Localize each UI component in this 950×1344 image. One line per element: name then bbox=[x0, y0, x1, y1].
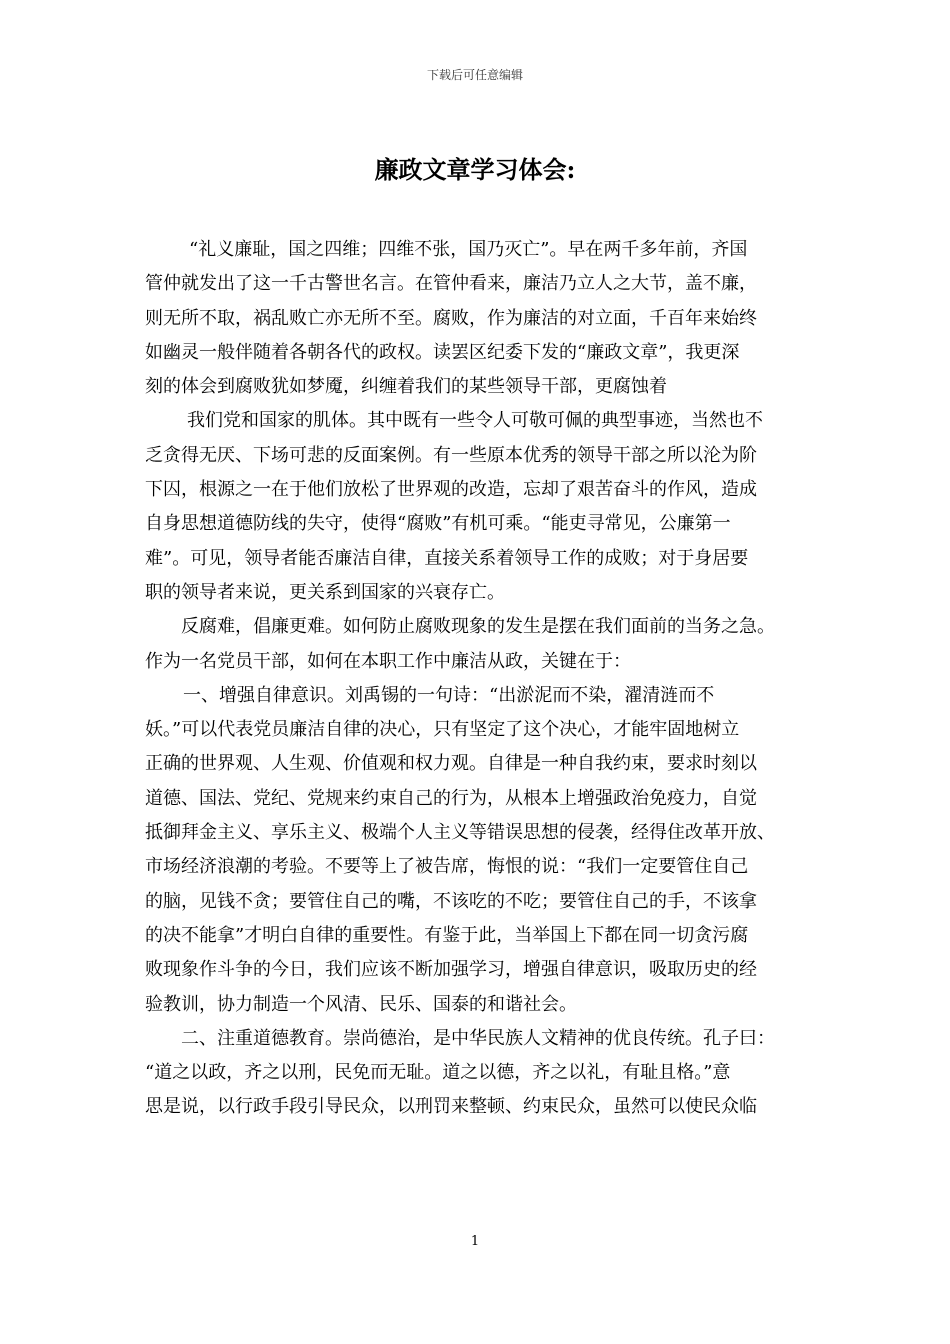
text-line: 下囚，根源之一在于他们放松了世界观的改造，忘却了艰苦奋斗的作风，造成 bbox=[145, 479, 757, 501]
text-line: 管仲就发出了这一千古警世名言。在管仲看来，廉洁乃立人之大节，盖不廉， bbox=[145, 273, 757, 295]
text-line: 自身思想道德防线的失守，使得“腐败”有机可乘。“能吏寻常见，公廉第一 bbox=[145, 513, 731, 535]
text-line: 败现象作斗争的今日，我们应该不断加强学习，增强自律意识，吸取历史的经 bbox=[145, 959, 757, 981]
text-line: 市场经济浪潮的考验。不要等上了被告席，悔恨的说：“我们一定要管住自己 bbox=[145, 856, 749, 878]
document-body bbox=[145, 233, 810, 1125]
header-note: 下载后可任意编辑 bbox=[426, 68, 523, 82]
text-line: 如幽灵一般伴随着各朝各代的政权。读罢区纪委下发的“廉政文章”，我更深 bbox=[145, 341, 740, 363]
text-line: 一、增强自律意识。刘禹锡的一句诗：“出淤泥而不染，濯清涟而不 bbox=[183, 684, 715, 706]
text-line: 二、注重道德教育。崇尚德治，是中华民族人文精神的优良传统。孔子曰： bbox=[181, 1027, 775, 1049]
text-line: “道之以政，齐之以刑，民免而无耻。道之以德，齐之以礼，有耻且格。”意 bbox=[145, 1062, 731, 1084]
text-line: 刻的体会到腐败犹如梦魇，纠缠着我们的某些领导干部，更腐蚀着 bbox=[145, 376, 667, 398]
text-line: 正确的世界观、人生观、价值观和权力观。自律是一种自我约束，要求时刻以 bbox=[145, 753, 757, 775]
text-line: 验教训，协力制造一个风清、民乐、国泰的和谐社会。 bbox=[145, 993, 577, 1015]
text-line: 职的领导者来说，更关系到国家的兴衰存亡。 bbox=[145, 581, 505, 603]
text-line: 抵御拜金主义、享乐主义、极端个人主义等错误思想的侵袭，经得住改革开放、 bbox=[145, 822, 775, 844]
document-title: 廉政文章学习体会: bbox=[374, 155, 576, 184]
text-line: 妖。”可以代表党员廉洁自律的决心，只有坚定了这个决心，才能牢固地树立 bbox=[145, 719, 740, 741]
text-line: “礼义廉耻，国之四维；四维不张，国乃灭亡”。早在两千多年前，齐国 bbox=[189, 239, 748, 260]
text-line: 思是说，以行政手段引导民众，以刑罚来整顿、约束民众，虽然可以使民众临 bbox=[145, 1096, 757, 1118]
text-line: 乏贪得无厌、下场可悲的反面案例。有一些原本优秀的领导干部之所以沦为阶 bbox=[145, 444, 757, 466]
text-line: 的决不能拿”才明白自律的重要性。有鉴于此，当举国上下都在同一切贪污腐 bbox=[145, 924, 749, 946]
text-line: 作为一名党员干部，如何在本职工作中廉洁从政，关键在于： bbox=[145, 650, 631, 672]
text-line: 道德、国法、党纪、党规来约束自己的行为，从根本上增强政治免疫力，自觉 bbox=[145, 787, 757, 809]
text-line: 反腐难，倡廉更难。如何防止腐败现象的发生是摆在我们面前的当务之急。 bbox=[181, 616, 775, 638]
page-number: 1 bbox=[470, 1234, 480, 1249]
text-line: 难”。可见，领导者能否廉洁自律，直接关系着领导工作的成败；对于身居要 bbox=[145, 547, 749, 569]
text-line: 我们党和国家的肌体。其中既有一些令人可敬可佩的典型事迹，当然也不 bbox=[187, 410, 763, 432]
text-line: 则无所不取，祸乱败亡亦无所不至。腐败，作为廉洁的对立面，千百年来始终 bbox=[145, 307, 757, 329]
text-line: 的脑，见钱不贪；要管住自己的嘴，不该吃的不吃；要管住自己的手，不该拿 bbox=[145, 890, 757, 912]
